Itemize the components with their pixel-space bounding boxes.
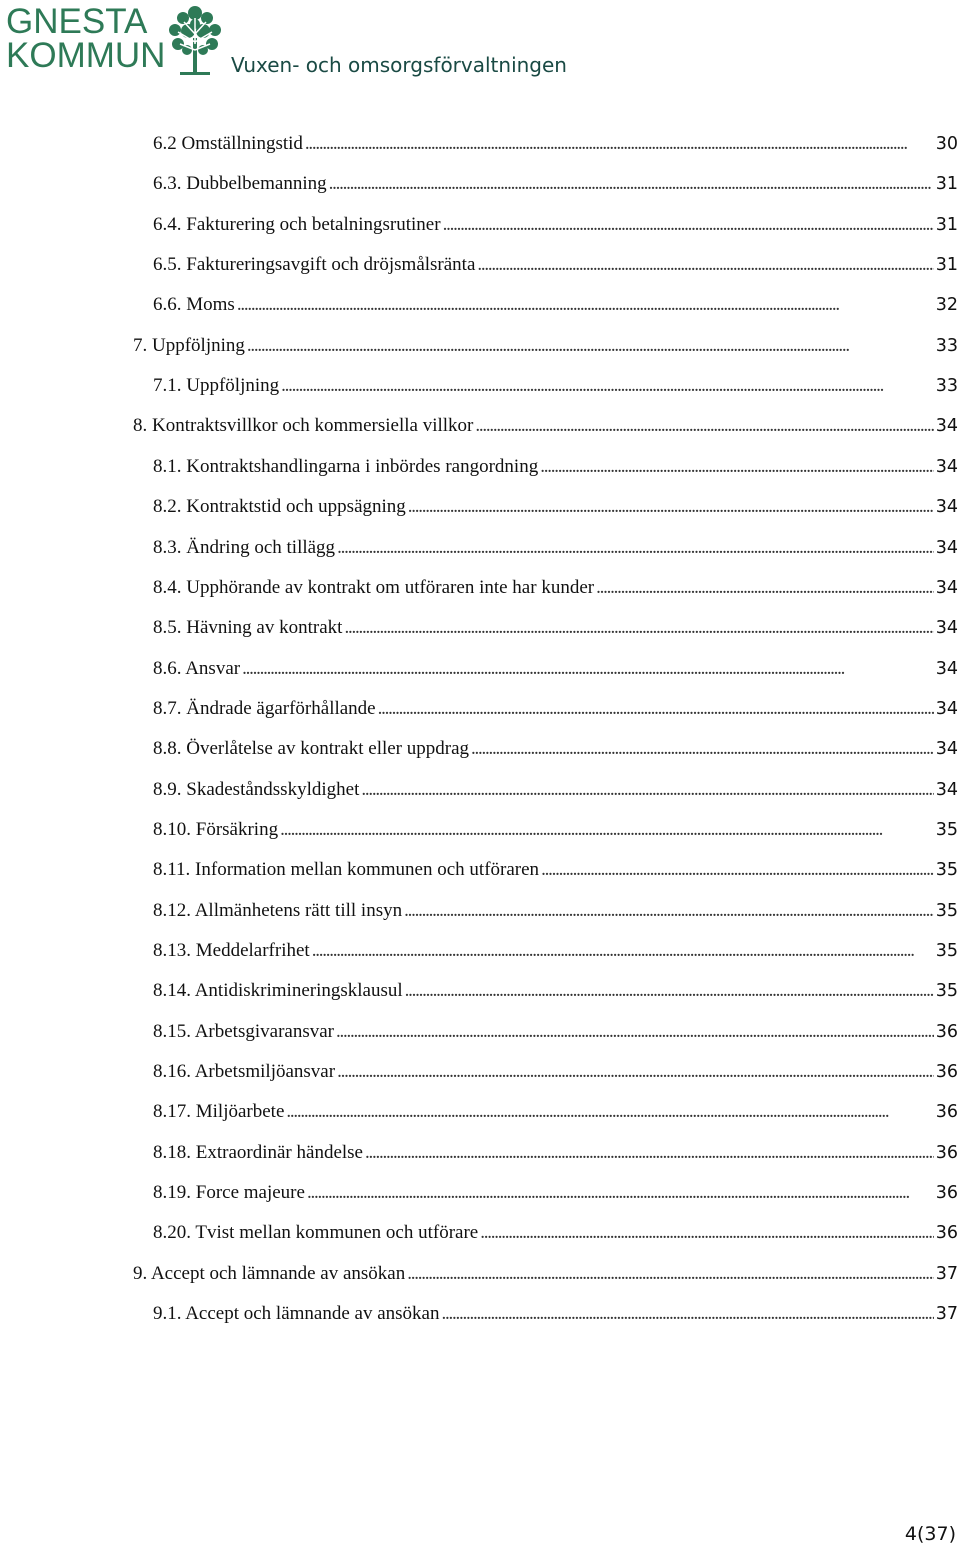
toc-entry-page: 33 bbox=[935, 376, 958, 396]
toc-entry[interactable] bbox=[133, 1263, 958, 1291]
toc-entry-page: 36 bbox=[935, 1143, 958, 1163]
page-number: 4(37) bbox=[904, 1523, 956, 1545]
toc-entry[interactable] bbox=[153, 738, 958, 766]
page-header bbox=[0, 0, 960, 90]
dot-leader bbox=[404, 900, 934, 922]
toc-entry[interactable] bbox=[153, 375, 958, 403]
dot-leader bbox=[405, 980, 934, 1002]
dot-leader bbox=[242, 658, 934, 680]
dot-leader bbox=[286, 1101, 933, 1123]
toc-entry-page: 36 bbox=[935, 1022, 958, 1042]
toc-entry-label: 8.6. Ansvar bbox=[153, 658, 241, 679]
toc-entry[interactable] bbox=[153, 456, 958, 484]
toc-entry-label: 6.6. Moms bbox=[153, 294, 235, 315]
toc-entry-label: 8.19. Force majeure bbox=[153, 1182, 305, 1203]
toc-entry[interactable] bbox=[133, 335, 958, 363]
dot-leader bbox=[407, 1263, 933, 1285]
toc-entry-label: 8.17. Miljöarbete bbox=[153, 1101, 285, 1122]
toc-entry[interactable] bbox=[153, 133, 958, 161]
dot-leader bbox=[443, 214, 934, 236]
toc-entry-label: 8.20. Tvist mellan kommunen och utförare bbox=[153, 1222, 479, 1243]
dot-leader bbox=[441, 1303, 933, 1325]
toc-entry-label: 8.3. Ändring och tillägg bbox=[153, 537, 336, 558]
toc-entry[interactable] bbox=[153, 819, 958, 847]
toc-entry-label: 8. Kontraktsvillkor och kommersiella villkor bbox=[133, 415, 474, 436]
toc-entry-label: 8.9. Skadeståndsskyldighet bbox=[153, 779, 360, 800]
dot-leader bbox=[307, 1182, 934, 1204]
toc-entry[interactable] bbox=[153, 294, 958, 322]
dot-leader bbox=[312, 940, 934, 962]
toc-entry-page: 30 bbox=[935, 134, 958, 154]
toc-entry-label: 8.12. Allmänhetens rätt till insyn bbox=[153, 900, 403, 921]
toc-entry-label: 8.10. Försäkring bbox=[153, 819, 279, 840]
dot-leader bbox=[475, 415, 933, 437]
toc-entry[interactable] bbox=[153, 496, 958, 524]
toc-entry-page: 34 bbox=[935, 780, 958, 800]
toc-entry-page: 32 bbox=[935, 295, 958, 315]
toc-entry[interactable] bbox=[153, 1303, 958, 1331]
toc-entry-page: 34 bbox=[935, 457, 958, 477]
toc-entry[interactable] bbox=[153, 900, 958, 928]
toc-entry-page: 35 bbox=[935, 860, 958, 880]
dot-leader bbox=[361, 779, 933, 801]
dot-leader bbox=[280, 819, 934, 841]
toc-entry-page: 34 bbox=[935, 699, 958, 719]
department-name: Vuxen- och omsorgsförvaltningen bbox=[231, 53, 567, 77]
toc-entry-page: 34 bbox=[935, 416, 958, 436]
toc-entry-page: 35 bbox=[935, 981, 958, 1001]
toc-entry-label: 8.4. Upphörande av kontrakt om utföraren inte har kunder bbox=[153, 577, 595, 598]
dot-leader bbox=[596, 577, 934, 599]
toc-entry-page: 37 bbox=[935, 1264, 958, 1284]
toc-entry[interactable] bbox=[153, 214, 958, 242]
dot-leader bbox=[480, 1222, 934, 1244]
tree-icon bbox=[166, 4, 224, 78]
toc-entry-label: 7.1. Uppföljning bbox=[153, 375, 280, 396]
toc-entry-label: 8.16. Arbetsmiljöansvar bbox=[153, 1061, 336, 1082]
toc-entry[interactable] bbox=[133, 415, 958, 443]
dot-leader bbox=[247, 335, 934, 357]
toc-entry[interactable] bbox=[153, 1061, 958, 1089]
toc-entry[interactable] bbox=[153, 254, 958, 282]
dot-leader bbox=[281, 375, 934, 397]
toc-entry-label: 8.11. Information mellan kommunen och utföraren bbox=[153, 859, 540, 880]
toc-entry-label: 8.18. Extraordinär händelse bbox=[153, 1142, 363, 1163]
toc-entry-page: 36 bbox=[935, 1223, 958, 1243]
toc-entry[interactable] bbox=[153, 537, 958, 565]
toc-entry-label: 8.15. Arbetsgivaransvar bbox=[153, 1021, 334, 1042]
toc-entry-label: 6.2 Omställningstid bbox=[153, 133, 303, 154]
toc-entry-label: 8.13. Meddelarfrihet bbox=[153, 940, 310, 961]
toc-entry-page: 34 bbox=[935, 618, 958, 638]
toc-entry-page: 31 bbox=[935, 174, 958, 194]
toc-entry[interactable] bbox=[153, 1101, 958, 1129]
toc-entry[interactable] bbox=[153, 658, 958, 686]
toc-entry-label: 8.7. Ändrade ägarförhållande bbox=[153, 698, 376, 719]
dot-leader bbox=[344, 617, 933, 639]
dot-leader bbox=[477, 254, 933, 276]
gnesta-kommun-logo bbox=[6, 4, 221, 78]
toc-entry[interactable] bbox=[153, 577, 958, 605]
toc-entry[interactable] bbox=[153, 1182, 958, 1210]
toc-entry-label: 6.4. Fakturering och betalningsrutiner bbox=[153, 214, 441, 235]
toc-entry-page: 34 bbox=[935, 497, 958, 517]
toc-entry-label: 9.1. Accept och lämnande av ansökan bbox=[153, 1303, 440, 1324]
toc-entry[interactable] bbox=[153, 173, 958, 201]
toc-entry-page: 31 bbox=[935, 255, 958, 275]
dot-leader bbox=[305, 133, 934, 155]
toc-entry-page: 34 bbox=[935, 659, 958, 679]
toc-entry[interactable] bbox=[153, 980, 958, 1008]
toc-entry[interactable] bbox=[153, 1142, 958, 1170]
toc-entry-page: 35 bbox=[935, 901, 958, 921]
dot-leader bbox=[337, 1061, 934, 1083]
toc-entry[interactable] bbox=[153, 940, 958, 968]
dot-leader bbox=[329, 173, 934, 195]
dot-leader bbox=[365, 1142, 934, 1164]
toc-entry-page: 34 bbox=[935, 578, 958, 598]
toc-entry-page: 31 bbox=[935, 215, 958, 235]
toc-entry[interactable] bbox=[153, 1021, 958, 1049]
toc-entry-label: 6.5. Faktureringsavgift och dröjsmålsränta bbox=[153, 254, 476, 275]
toc-entry[interactable] bbox=[153, 779, 958, 807]
toc-entry-label: 8.14. Antidiskrimineringsklausul bbox=[153, 980, 403, 1001]
toc-entry-label: 8.1. Kontraktshandlingarna i inbördes rangordning bbox=[153, 456, 539, 477]
toc-entry-label: 8.8. Överlåtelse av kontrakt eller uppdrag bbox=[153, 738, 470, 759]
toc-entry-page: 34 bbox=[935, 538, 958, 558]
toc-entry-page: 36 bbox=[935, 1102, 958, 1122]
dot-leader bbox=[337, 537, 934, 559]
logo-line-1: GNESTA bbox=[6, 2, 148, 41]
toc-entry-label: 6.3. Dubbelbemanning bbox=[153, 173, 327, 194]
toc-entry-page: 37 bbox=[935, 1304, 958, 1324]
toc-entry-label: 7. Uppföljning bbox=[133, 335, 245, 356]
dot-leader bbox=[408, 496, 934, 518]
toc-entry-page: 35 bbox=[935, 941, 958, 961]
toc-entry[interactable] bbox=[153, 859, 958, 887]
toc-entry[interactable] bbox=[153, 617, 958, 645]
toc-entry-label: 9. Accept och lämnande av ansökan bbox=[133, 1263, 406, 1284]
dot-leader bbox=[336, 1021, 934, 1043]
dot-leader bbox=[471, 738, 934, 760]
toc-entry-page: 36 bbox=[935, 1062, 958, 1082]
toc-entry[interactable] bbox=[153, 1222, 958, 1250]
toc-entry[interactable] bbox=[153, 698, 958, 726]
logo-line-2: KOMMUN bbox=[6, 36, 166, 75]
toc-entry-page: 35 bbox=[935, 820, 958, 840]
toc-entry-page: 33 bbox=[935, 336, 958, 356]
dot-leader bbox=[541, 859, 934, 881]
toc-entry-page: 36 bbox=[935, 1183, 958, 1203]
dot-leader bbox=[237, 294, 934, 316]
dot-leader bbox=[378, 698, 934, 720]
toc-entry-label: 8.5. Hävning av kontrakt bbox=[153, 617, 343, 638]
dot-leader bbox=[540, 456, 934, 478]
toc-entry-page: 34 bbox=[935, 739, 958, 759]
toc-entry-label: 8.2. Kontraktstid och uppsägning bbox=[153, 496, 406, 517]
